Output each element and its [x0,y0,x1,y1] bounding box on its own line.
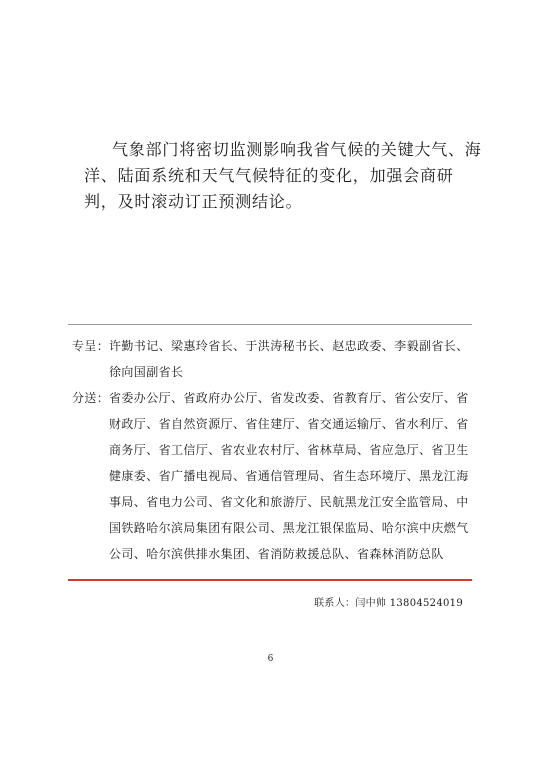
top-divider [68,324,472,325]
cc-label: 专呈： [72,339,110,353]
cc-block [72,333,472,385]
bottom-divider [68,579,472,581]
distribution-recipients: 省委办公厅、省政府办公厅、省发改委、省教育厅、省公安厅、省财政厅、省自然资源厅、省住建厅、省交通运输厅、省水利厅、省商务厅、省工信厅、省农业农村厅、省林草局、省应急厅、省卫生健康委、省广播电视局、省通信管理局、省生态环境厅、黑龙江海事局、省电力公司、省文化和旅游厅、民航黑龙江安全监管局、中国铁路哈尔滨局集团有限公司、黑龙江银保监局、哈尔滨中庆燃气公司、哈尔滨供排水集团、省消防救援总队、省森林消防总队 [109,391,469,561]
page-number: 6 [267,654,274,664]
distribution-block [72,385,472,567]
body-paragraph: 气象部门将密切监测影响我省气候的关键大气、海洋、陆面系统和天气气候特征的变化，加强会商研判，及时滚动订正预测结论。 [84,140,482,211]
contact-line: 联系人：闫中帅 13804524019 [314,598,463,609]
distribution-label: 分送： [72,391,110,405]
cc-recipients: 许勤书记、梁惠玲省长、于洪涛秘书长、赵忠政委、李毅副省长、徐向国副省长 [109,339,469,379]
